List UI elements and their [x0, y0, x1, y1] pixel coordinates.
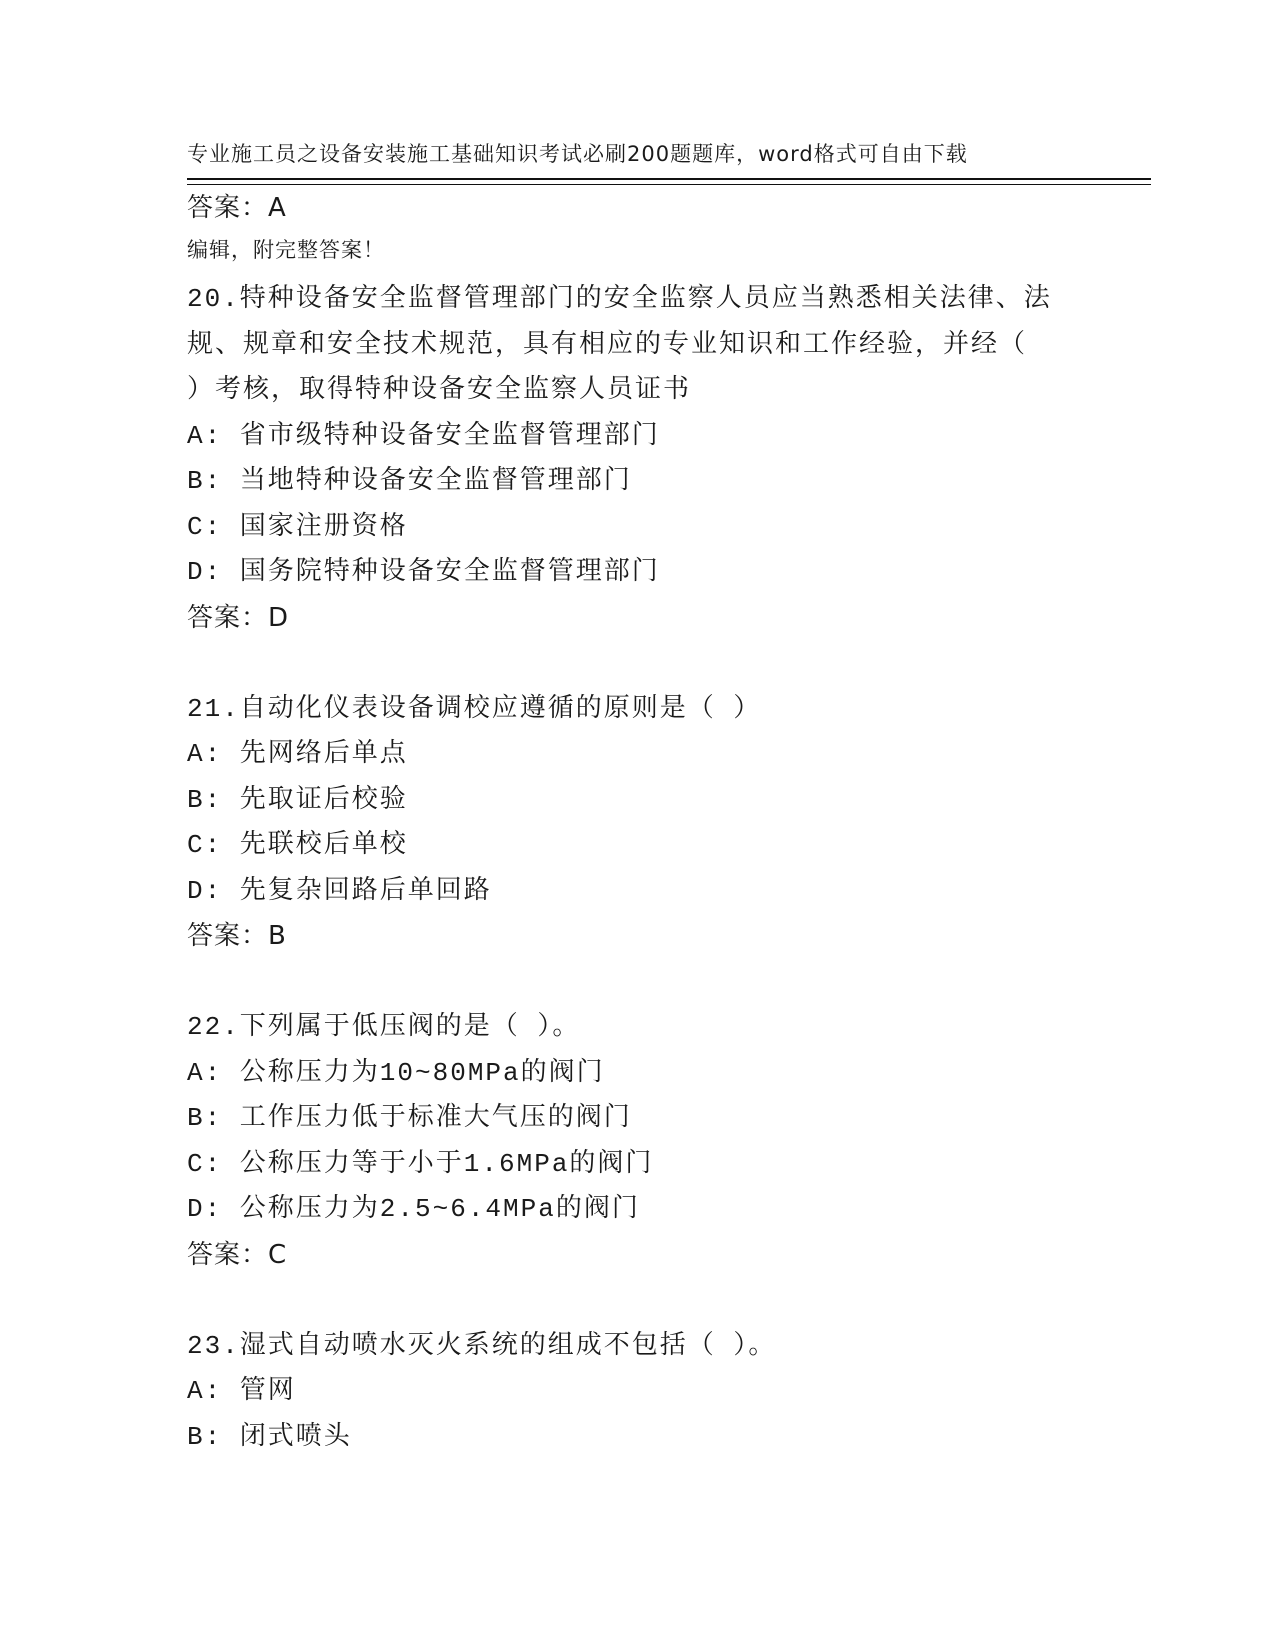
option-c: C: 先联校后单校 [187, 830, 408, 860]
option-b: B: 当地特种设备安全监督管理部门 [187, 466, 632, 496]
answer-previous: 答案：A [187, 193, 287, 223]
header-line-1: 专业施工员之设备安装施工基础知识考试必刷200题题库，word格式可自由下载 [187, 142, 968, 166]
spacer [187, 960, 1087, 1006]
spacer [187, 641, 1087, 687]
option-d: D: 国务院特种设备安全监督管理部门 [187, 557, 660, 587]
spacer [187, 1278, 1087, 1324]
answer: 答案：C [187, 1239, 288, 1270]
option-b: B: 闭式喷头 [187, 1421, 352, 1452]
option-a: A: 先网络后单点 [187, 739, 408, 769]
spacer [187, 232, 1087, 278]
option-a: A: 公称压力为10~80MPa的阀门 [187, 1057, 605, 1088]
option-d: D: 先复杂回路后单回路 [187, 875, 492, 906]
option-b: B: 先取证后校验 [187, 784, 408, 815]
option-c: C: 公称压力等于小于1.6MPa的阀门 [187, 1148, 654, 1179]
answer: 答案：D [187, 602, 290, 633]
question-22 [187, 1005, 1087, 1278]
header-line-2: 编辑，附完整答案！ [187, 238, 385, 262]
option-b: B: 工作压力低于标准大气压的阀门 [187, 1103, 632, 1133]
question-text: 20.特种设备安全监督管理部门的安全监察人员应当熟悉相关法律、法 [187, 284, 1052, 314]
question-text: 23.湿式自动喷水灭火系统的组成不包括（ ）。 [187, 1330, 777, 1361]
option-a: A: 省市级特种设备安全监督管理部门 [187, 420, 660, 451]
question-23 [187, 1324, 1087, 1461]
header-divider-thick [187, 178, 1151, 180]
option-c: C: 国家注册资格 [187, 511, 408, 542]
question-21 [187, 687, 1087, 960]
question-text: 21.自动化仪表设备调校应遵循的原则是（ ） [187, 693, 762, 724]
question-text: 规、规章和安全技术规范，具有相应的专业知识和工作经验，并经（ [187, 329, 1028, 360]
question-text: ）考核，取得特种设备安全监察人员证书 [187, 375, 692, 405]
question-list [187, 186, 1087, 1460]
answer: 答案：B [187, 921, 287, 951]
option-a: A: 管网 [187, 1376, 296, 1406]
question-text: 22.下列属于低压阀的是（ ）。 [187, 1012, 581, 1042]
header-divider-thin [187, 184, 1151, 185]
option-d: D: 公称压力为2.5~6.4MPa的阀门 [187, 1194, 640, 1224]
question-20 [187, 277, 1087, 641]
